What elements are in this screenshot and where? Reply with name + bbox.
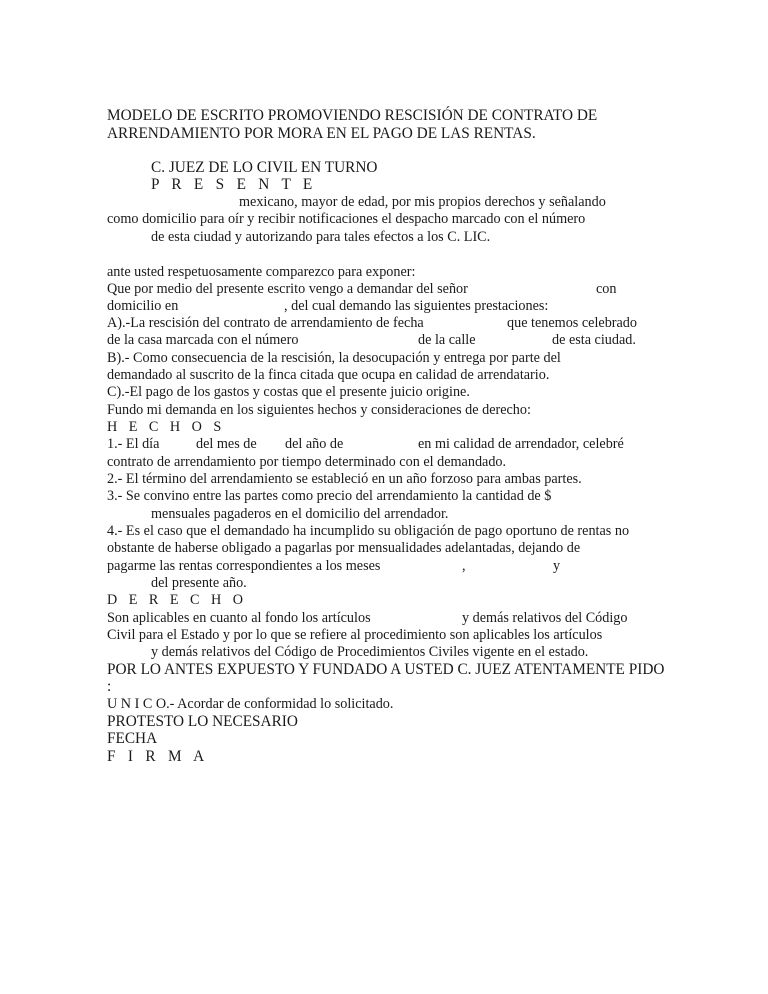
demanda-line-2-end: , del cual demando las siguientes prestaciones: <box>284 298 549 314</box>
prestacion-a-line-1: A).-La rescisión del contrato de arrendamiento de fecha <box>107 315 424 331</box>
hecho-1-line-2: contrato de arrendamiento por tiempo determinado con el demandado. <box>107 454 507 470</box>
intro-line-2: como domicilio para oír y recibir notificaciones el despacho marcado con el número <box>107 211 586 227</box>
hecho-1-a: 1.- El día <box>107 436 160 452</box>
prestacion-b-line-1: B).- Como consecuencia de la rescisión, la desocupación y entrega por parte del <box>107 350 561 366</box>
derecho-line-3: y demás relativos del Código de Procedimientos Civiles vigente en el estado. <box>151 644 589 660</box>
demanda-line-2: domicilio en <box>107 298 179 314</box>
protesto-line: PROTESTO LO NECESARIO <box>107 713 298 730</box>
hecho-3-line-1: 3.- Se convino entre las partes como precio del arrendamiento la cantidad de $ <box>107 488 552 504</box>
document-title-line-2: ARRENDAMIENTO POR MORA EN EL PAGO DE LAS RENTAS. <box>107 125 536 142</box>
pido-line-2: : <box>107 678 112 695</box>
hecho-4-line-3: pagarme las rentas correspondientes a los meses <box>107 558 381 574</box>
fecha-line: FECHA <box>107 730 158 747</box>
derecho-line-2: Civil para el Estado y por lo que se refiere al procedimiento son aplicables los artículos <box>107 627 603 643</box>
addressee: C. JUEZ DE LO CIVIL EN TURNO <box>151 159 378 176</box>
document-title-line-1: MODELO DE ESCRITO PROMOVIENDO RESCISIÓN DE CONTRATO DE <box>107 107 598 124</box>
hecho-4-line-4: del presente año. <box>151 575 247 591</box>
prestacion-c-line: C).-El pago de los gastos y costas que el presente juicio origine. <box>107 384 470 400</box>
hecho-2-line: 2.- El término del arrendamiento se estableció en un año forzoso para ambas partes. <box>107 471 582 487</box>
comparezco-line: ante usted respetuosamente comparezco para exponer: <box>107 264 416 280</box>
hecho-1-d: en mi calidad de arrendador, celebré <box>418 436 624 452</box>
hecho-4-line-2: obstante de haberse obligado a pagarlas por mensualidades adelantadas, dejando de <box>107 540 581 556</box>
hecho-1-c: del año de <box>285 436 344 452</box>
hecho-4-line-1: 4.- Es el caso que el demandado ha incumplido su obligación de pago oportuno de rentas no <box>107 523 630 539</box>
unico-line: U N I C O.- Acordar de conformidad lo solicitado. <box>107 696 394 712</box>
prestacion-a-line-2-mid: de la calle <box>418 332 476 348</box>
demanda-line-1: Que por medio del presente escrito vengo a demandar del señor <box>107 281 468 297</box>
hechos-heading: H E C H O S <box>107 419 226 435</box>
firma-line: F I R M A <box>107 748 209 765</box>
derecho-line-1-end: y demás relativos del Código <box>462 610 628 626</box>
pido-line-1: POR LO ANTES EXPUESTO Y FUNDADO A USTED C. JUEZ ATENTAMENTE PIDO <box>107 661 665 678</box>
derecho-line-1: Son aplicables en cuanto al fondo los artículos <box>107 610 371 626</box>
hecho-4-line-3-y: y <box>553 558 561 574</box>
intro-line-1: mexicano, mayor de edad, por mis propios derechos y señalando <box>239 194 606 210</box>
hecho-3-line-2: mensuales pagaderos en el domicilio del arrendador. <box>151 506 449 522</box>
hecho-4-line-3-comma: , <box>462 558 466 574</box>
demanda-line-1-end: con <box>596 281 617 297</box>
prestacion-a-line-1-end: que tenemos celebrado <box>507 315 637 331</box>
presente-heading: P R E S E N T E <box>151 176 317 193</box>
fundo-line: Fundo mi demanda en los siguientes hechos y consideraciones de derecho: <box>107 402 531 418</box>
prestacion-a-line-2: de la casa marcada con el número <box>107 332 299 348</box>
prestacion-a-line-2-end: de esta ciudad. <box>552 332 636 348</box>
prestacion-b-line-2: demandado al suscrito de la finca citada que ocupa en calidad de arrendatario. <box>107 367 550 383</box>
hecho-1-b: del mes de <box>196 436 257 452</box>
intro-line-3: de esta ciudad y autorizando para tales efectos a los C. LIC. <box>151 229 491 245</box>
derecho-heading: D E R E C H O <box>107 592 247 608</box>
